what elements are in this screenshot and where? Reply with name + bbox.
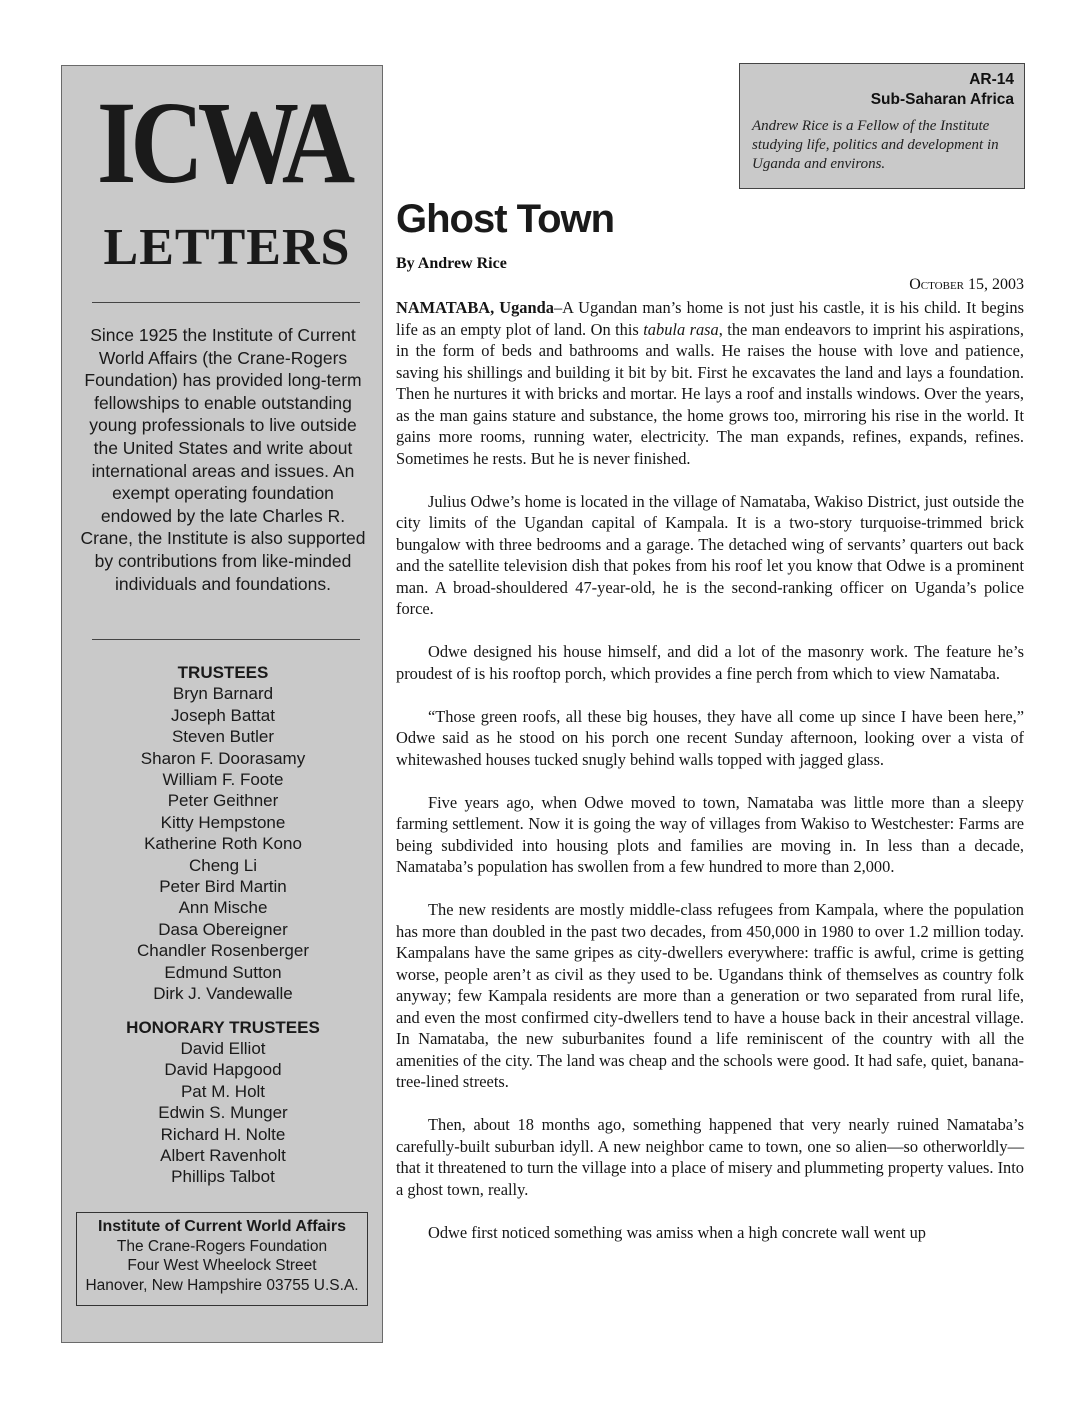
paragraph: Five years ago, when Odwe moved to town, Namataba was little more than a sleepy farming settlement. Now it is going the way of villages from Wakiso to Westchester: Farms are being subdivided into housing plots and families are moving in. In less than a decade, Namataba’s population has swollen from a few hundred to more than 2,000. <box>396 792 1024 876</box>
author-bio: Andrew Rice is a Fellow of the Institute studying life, politics and development in Uganda and environs. <box>752 118 999 172</box>
divider <box>92 302 360 303</box>
paragraph: Odwe first noticed something was amiss when a high concrete wall went up <box>428 1222 926 1242</box>
trustees-list <box>80 662 366 1188</box>
divider <box>92 639 360 640</box>
logo-icwa: ICWA <box>96 77 350 208</box>
article-body <box>396 297 1024 1265</box>
honorary-trustees-heading: HONORARY TRUSTEES <box>126 1017 320 1037</box>
honorary-trustee-name: Albert Ravenholt <box>160 1145 286 1165</box>
trustee-name: Chandler Rosenberger <box>137 941 309 961</box>
trustee-name: Sharon F. Doorasamy <box>140 748 306 768</box>
honorary-trustee-name: Edwin S. Munger <box>158 1103 288 1123</box>
paragraph: “Those green roofs, all these big houses, they have all come up since I have been here,” Odwe said as he stood on his porch one recent Sunday afternoon, looking over a vista of whitewashed houses tucked snugly behind walls topped with jagged glass. <box>396 706 1024 769</box>
trustee-name: Steven Butler <box>171 727 275 747</box>
paragraph: Then, about 18 months ago, something happened that very nearly ruined Namataba’s carefully-built suburban idyll. A new neighbor came to town, one so alien—so otherworldly—that it threatened to turn the village into a place of misery and plummeting property values. Into a ghost town, really. <box>396 1115 1024 1199</box>
letter-code: AR-14 <box>969 71 1014 88</box>
trustee-name: Bryn Barnard <box>172 684 274 704</box>
honorary-trustee-name: Phillips Talbot <box>171 1167 275 1187</box>
trustee-name: Katherine Roth Kono <box>144 834 302 854</box>
trustee-name: Dasa Obereigner <box>158 919 288 939</box>
honorary-trustee-names <box>80 1038 366 1188</box>
trustee-name: Peter Bird Martin <box>159 877 287 897</box>
sidebar <box>61 65 383 1343</box>
trustee-names <box>80 683 366 1004</box>
honorary-trustee-name: David Elliot <box>180 1038 266 1058</box>
article-title: Ghost Town <box>396 197 615 241</box>
address-line: Hanover, New Hampshire 03755 U.S.A. <box>85 1276 359 1294</box>
honorary-trustee-name: Richard H. Nolte <box>160 1124 286 1144</box>
dateline: NAMATABA, Uganda <box>396 298 554 317</box>
address-org: Institute of Current World Affairs <box>98 1218 346 1235</box>
paragraph: Julius Odwe’s home is located in the village of Namataba, Wakiso District, just outside the city limits of the Ugandan capital of Kampala. It is a two-story turquoise-trimmed brick bungalow with three bedrooms and a garage. The detached wing of servants’ quarters out back and the satellite television dish that pokes from his roof let you know that Odwe is a prominent man. A broad-shouldered 47-year-old, he is the second-ranking officer on Uganda’s police force. <box>396 491 1024 618</box>
article-date: October 15, 2003 <box>909 276 1024 293</box>
address-box <box>76 1212 368 1306</box>
region-label: Sub-Saharan Africa <box>870 91 1014 108</box>
logo-letters: LETTERS <box>103 219 351 276</box>
paragraph: The new residents are mostly middle-class refugees from Kampala, where the population has more than doubled in the past two decades, from 450,000 in 1980 to over 1.2 million today. Kampalans have the same gripes as city-dwellers everywhere: traffic is awful, crime is getting worse, people aren’t as civil as they used to be. Ugandans think of themselves as country folk anyway; few Kampala residents are more than a generation or two separated from rural life, and even the most confirmed city-dwellers tend to have a house back in their ancestral village. In Namataba, the new suburbanites found a life reminiscent of the country with all the amenities of the city. The land was cheap and the schools were good. It had safe, quiet, banana-tree-lined streets. <box>396 900 1024 1091</box>
paragraph: Odwe designed his house himself, and did a lot of the masonry work. The feature he’s proudest of is his rooftop porch, which provides a fine perch from which to view Namataba. <box>396 642 1024 683</box>
address-line: The Crane-Rogers Foundation <box>116 1237 328 1255</box>
about-text: Since 1925 the Institute of Current World Affairs (the Crane-Rogers Foundation) has provided long-term fellowships to enable outstanding young professionals to live outside the United States and write about international areas and issues. An exempt operating foundation endowed by the late Charles R. Crane, the Institute is also supported by contributions from like-minded individuals and foundations. <box>80 325 366 594</box>
honorary-trustee-name: Pat M. Holt <box>180 1081 266 1101</box>
trustee-name: Kitty Hempstone <box>160 812 286 832</box>
trustees-heading: TRUSTEES <box>177 663 269 682</box>
trustee-name: Ann Mische <box>178 898 268 918</box>
paragraph: NAMATABA, Uganda–A Ugandan man’s home is not just his castle, it is his child. It begins life as an empty plot of land. On this tabula rasa, the man endeavors to imprint his aspirations, in the form of beds and bathrooms and walls. He raises the house with love and patience, saving his shillings and building it bit by bit. First he excavates the land and lays a foundation. Then he nurtures it with bricks and mortar. He lays a roof and installs windows. Over the years, as the man gains stature and substance, the home grows too, mirroring his rise in the world. It gains more rooms, running water, electricity. The man expands, refines, expands, refines. Sometimes he rests. But he is never finished. <box>396 298 1025 468</box>
trustee-name: Peter Geithner <box>167 791 279 811</box>
byline: By Andrew Rice <box>396 255 507 272</box>
trustee-name: Joseph Battat <box>171 705 275 725</box>
trustee-name: Edmund Sutton <box>164 962 282 982</box>
address-line: Four West Wheelock Street <box>127 1257 317 1274</box>
honorary-trustee-name: David Hapgood <box>164 1060 282 1080</box>
trustee-name: Dirk J. Vandewalle <box>153 984 293 1004</box>
trustee-name: William F. Foote <box>162 770 284 790</box>
info-box <box>739 63 1025 189</box>
trustee-name: Cheng Li <box>188 855 258 875</box>
